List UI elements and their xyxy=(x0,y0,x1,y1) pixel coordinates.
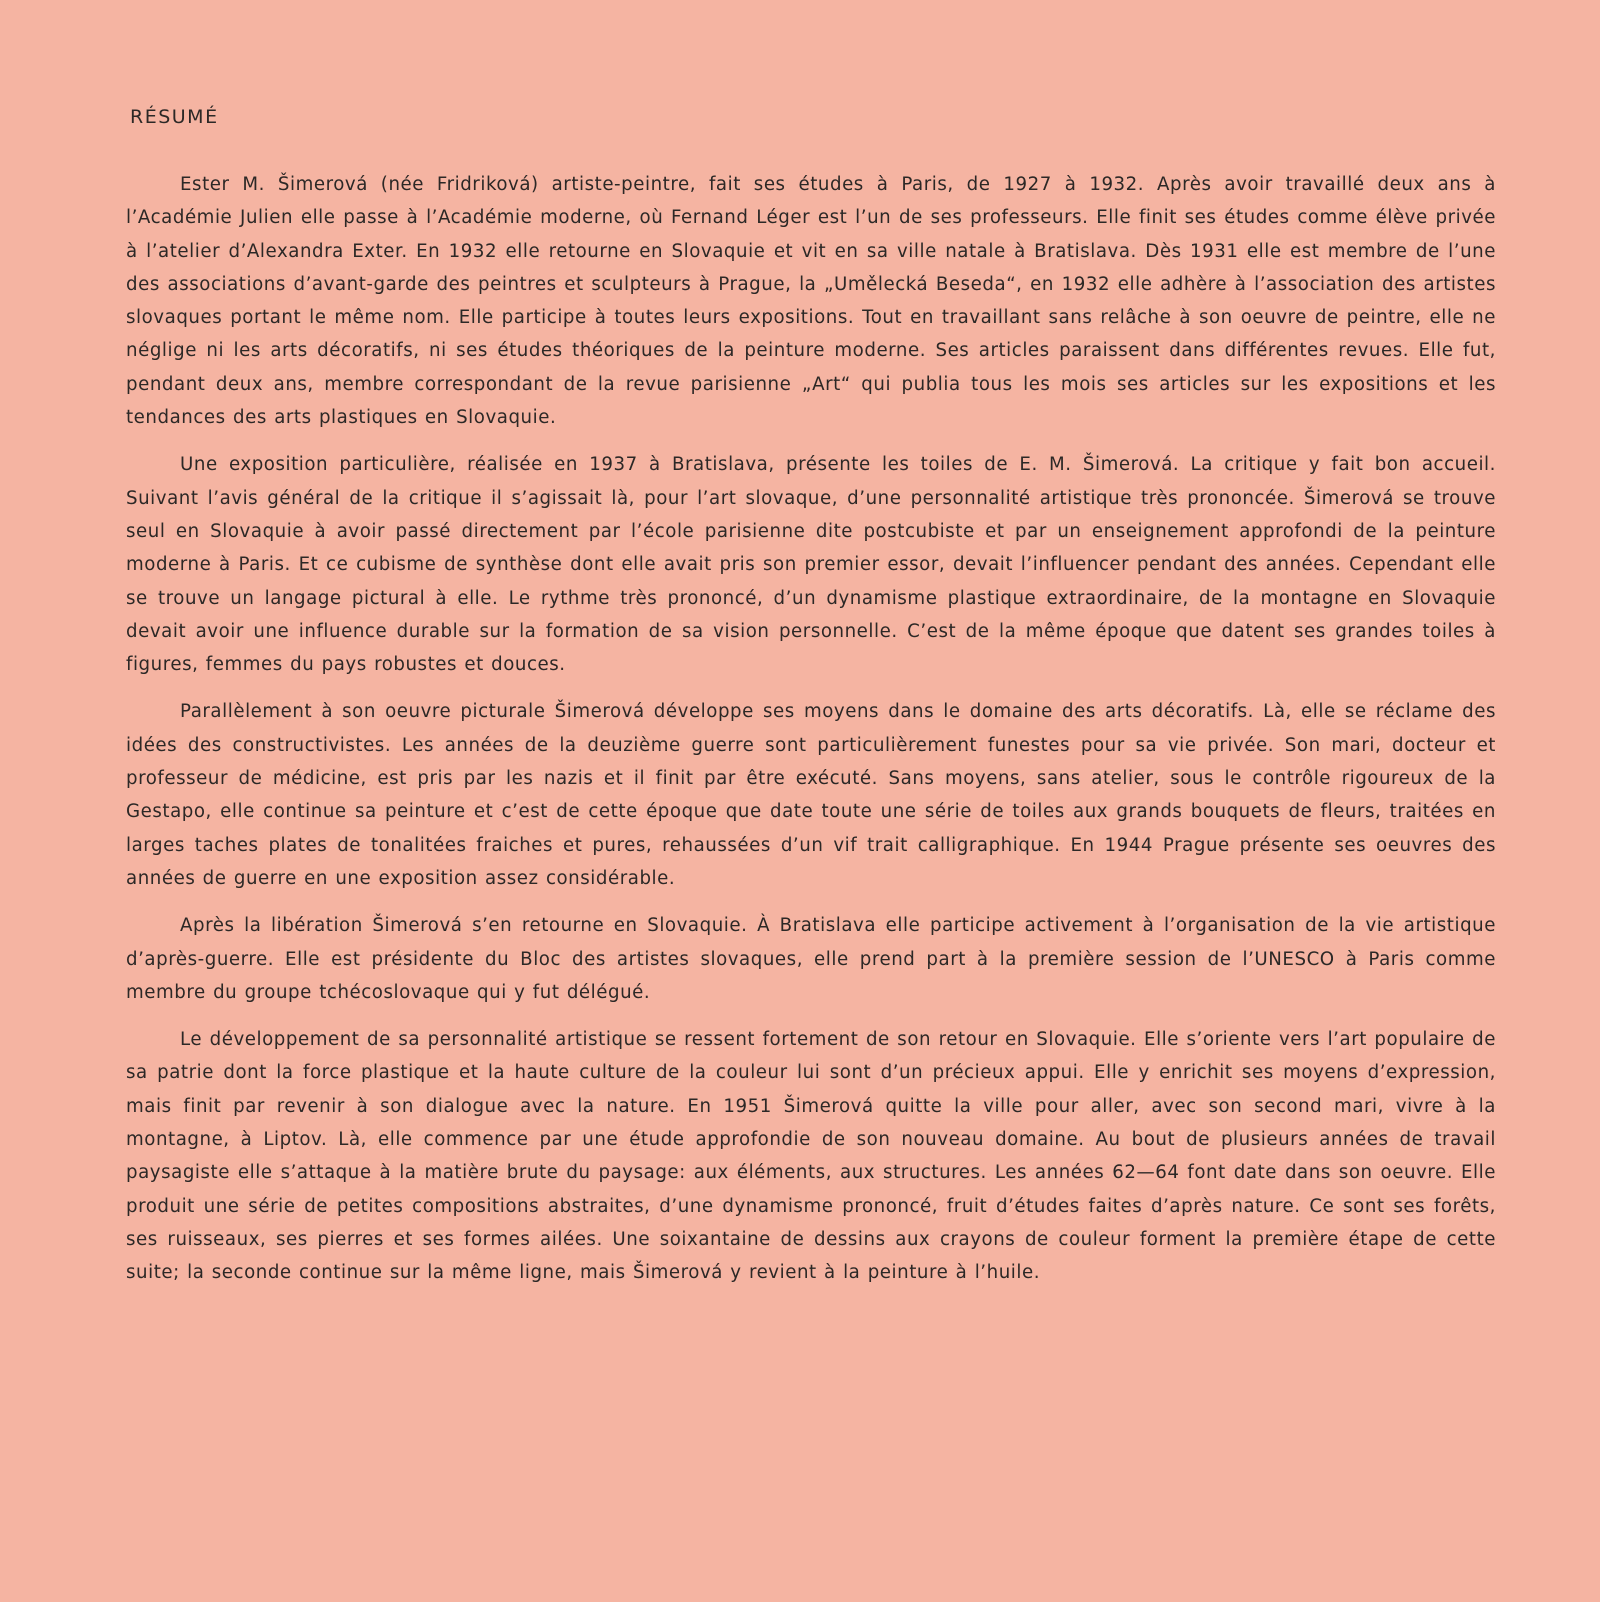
paragraph-1: Ester M. Šimerová (née Fridriková) artiste-peintre, fait ses études à Paris, de 1927 à 1932. Après avoir travaillé deux ans à l’Académie Julien elle passe à l’Académie moderne, où Fernand Léger est l’un de ses professeurs. Elle finit ses études comme élève privée à l’atelier d’Alexandra Exter. En 1932 elle retourne en Slovaquie et vit en sa ville natale à Bratislava. Dès 1931 elle est membre de l’une des associations d’avant-garde des peintres et sculpteurs à Prague, la „Umělecká Beseda“, en 1932 elle adhère à l’association des artistes slovaques portant le même nom. Elle participe à toutes leurs expositions. Tout en travaillant sans relâche à son oeuvre de peintre, elle ne néglige ni les arts décoratifs, ni ses études théoriques de la peinture moderne. Ses articles paraissent dans différentes revues. Elle fut, pendant deux ans, membre correspondant de la revue parisienne „Art“ qui publia tous les mois ses articles sur les expositions et les tendances des arts plastiques en Slovaquie. xyxy=(126,174,1496,429)
document-title: RÉSUMÉ xyxy=(130,106,219,128)
paragraph-4: Après la libération Šimerová s’en retourne en Slovaquie. À Bratislava elle participe activement à l’organisation de la vie artistique d’après-guerre. Elle est présidente du Bloc des artistes slovaques, elle prend part à la première session de l’UNESCO à Paris comme membre du groupe tchécoslovaque qui y fut délégué. xyxy=(126,915,1496,1003)
paragraph-3: Parallèlement à son oeuvre picturale Šimerová développe ses moyens dans le domaine des arts décoratifs. Là, elle se réclame des idées des constructivistes. Les années de la deuzième guerre sont particulièrement funestes pour sa vie privée. Son mari, docteur et professeur de médicine, est pris par les nazis et il finit par être exécuté. Sans moyens, sans atelier, sous le contrôle rigoureux de la Gestapo, elle continue sa peinture et c’est de cette époque que date toute une série de toiles aux grands bouquets de fleurs, traitées en larges taches plates de tonalitées fraiches et pures, rehaussées d’un vif trait calligraphique. En 1944 Prague présente ses oeuvres des années de guerre en une exposition assez considérable. xyxy=(126,701,1496,889)
paragraph-2: Une exposition particulière, réalisée en 1937 à Bratislava, présente les toiles de E. M. Šimerová. La critique y fait bon accueil. Suivant l’avis général de la critique il s’agissait là, pour l’art slovaque, d’une personnalité artistique très prononcée. Šimerová se trouve seul en Slovaquie à avoir passé directement par l’école parisienne dite postcubiste et par un enseignement approfondi de la peinture moderne à Paris. Et ce cubisme de synthèse dont elle avait pris son premier essor, devait l’influencer pendant des années. Cependant elle se trouve un langage pictural à elle. Le rythme très prononcé, d’un dynamisme plastique extraordinaire, de la montagne en Slovaquie devait avoir une influence durable sur la formation de sa vision personnelle. C’est de la même époque que datent ses grandes toiles à figures, femmes du pays robustes et douces. xyxy=(126,454,1496,676)
paragraph-5: Le développement de sa personnalité artistique se ressent fortement de son retour en Slovaquie. Elle s’oriente vers l’art populaire de sa patrie dont la force plastique et la haute culture de la couleur lui sont d’un précieux appui. Elle y enrichit ses moyens d’expression, mais finit par revenir à son dialogue avec la nature. En 1951 Šimerová quitte la ville pour aller, avec son second mari, vivre à la montagne, à Liptov. Là, elle commence par une étude approfondie de son nouveau domaine. Au bout de plusieurs années de travail paysagiste elle s’attaque à la matière brute du paysage: aux éléments, aux structures. Les années 62—64 font date dans son oeuvre. Elle produit une série de petites compositions abstraites, d’une dynamisme prononcé, fruit d’études faites d’après nature. Ce sont ses forêts, ses ruisseaux, ses pierres et ses formes ailées. Une soixantaine de dessins aux crayons de couleur forment la première étape de cette suite; la seconde continue sur la même ligne, mais Šimerová y revient à la peinture à l’huile. xyxy=(126,1029,1496,1284)
